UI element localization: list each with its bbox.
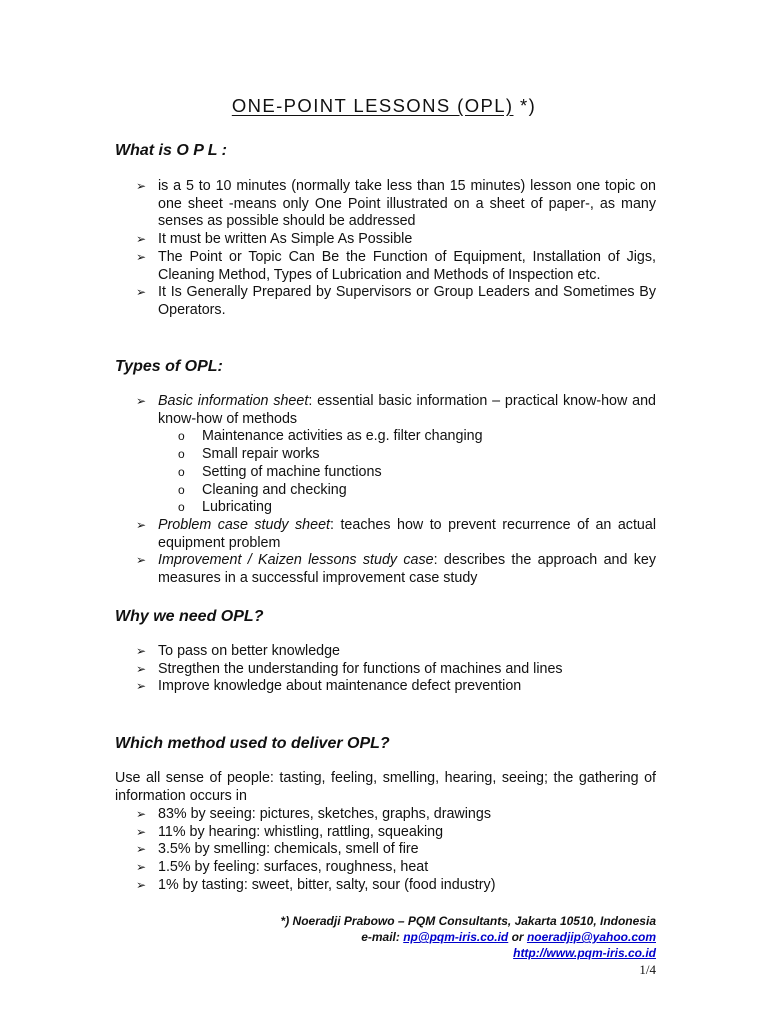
- circle-bullet-icon: o: [178, 500, 185, 515]
- sub-list-item: o Lubricating: [178, 499, 272, 516]
- sub-list-item: o Setting of machine functions: [178, 463, 382, 480]
- list-item: ➢ It Is Generally Prepared by Supervisors or Group Leaders and Sometimes By Operators.: [136, 284, 656, 318]
- basic-info-sublist: [158, 428, 656, 517]
- email-link-secondary[interactable]: noeradjip@yahoo.com: [526, 930, 656, 944]
- heading-which-method: Which method used to deliver OPL?: [115, 735, 390, 752]
- list-item: ➢ 83% by seeing: pictures, sketches, graphs, drawings: [136, 806, 491, 822]
- footer-author: *) Noeradji Prabowo – PQM Consultants, Jakarta 10510, Indonesia: [280, 914, 656, 928]
- list-item: ➢ 11% by hearing: whistling, rattling, squeaking: [136, 823, 444, 840]
- list-item: ➢ The Point or Topic Can Be the Function of Equipment, Installation of Jigs, Cleaning Method, Types of Lubrication and Methods of Inspection etc.: [136, 248, 656, 283]
- page-number: 1/4: [639, 962, 656, 977]
- arrow-bullet-icon: ➢: [136, 842, 147, 857]
- heading-why-we-need-opl: Why we need OPL?: [115, 608, 264, 625]
- senses-list: [136, 806, 656, 895]
- list-item: ➢ Basic information sheet: essential basic information – practical know-how and know-how of methods o Maintenance activities as e.g. filter changing o Small repair works o Setting of machine functions o Cleaning and checking o Lubricating: [136, 393, 656, 516]
- arrow-bullet-icon: ➢: [136, 877, 147, 892]
- circle-bullet-icon: o: [178, 429, 185, 444]
- list-item: ➢ 3.5% by smelling: chemicals, smell of fire: [136, 841, 419, 858]
- arrow-bullet-icon: ➢: [136, 249, 147, 264]
- circle-bullet-icon: o: [178, 482, 185, 497]
- which-method-intro: Use all sense of people: tasting, feeling, smelling, hearing, seeing; the gathering of information occurs in: [115, 770, 656, 804]
- heading-types-of-opl: Types of OPL:: [115, 358, 223, 375]
- sub-list-item: o Small repair works: [178, 446, 320, 463]
- arrow-bullet-icon: ➢: [136, 860, 147, 875]
- list-item: ➢ 1% by tasting: sweet, bitter, salty, sour (food industry): [136, 876, 496, 893]
- types-of-opl-list: [136, 393, 656, 588]
- website-link[interactable]: http://www.pqm-iris.co.id: [513, 946, 656, 960]
- heading-what-is-opl: What is O P L :: [115, 142, 228, 159]
- arrow-bullet-icon: ➢: [136, 553, 147, 568]
- arrow-bullet-icon: ➢: [136, 661, 147, 676]
- circle-bullet-icon: o: [178, 464, 185, 479]
- arrow-bullet-icon: ➢: [136, 394, 147, 408]
- footer-website-line: [513, 946, 656, 960]
- list-item: ➢ To pass on better knowledge: [136, 643, 341, 659]
- sub-list-item: o Cleaning and checking: [178, 481, 347, 498]
- sub-list-item: o Maintenance activities as e.g. filter changing: [178, 428, 483, 445]
- title-main: ONE-POINT LESSONS (OPL): [231, 95, 514, 116]
- arrow-bullet-icon: ➢: [136, 644, 147, 658]
- list-item: ➢ Stregthen the understanding for functions of machines and lines: [136, 660, 563, 677]
- arrow-bullet-icon: ➢: [136, 517, 147, 532]
- page-title: [0, 95, 768, 117]
- list-item: ➢ Problem case study sheet: teaches how to prevent recurrence of an actual equipment problem: [136, 516, 656, 551]
- arrow-bullet-icon: ➢: [136, 679, 147, 694]
- arrow-bullet-icon: ➢: [136, 232, 147, 247]
- what-is-opl-list: [136, 178, 656, 320]
- footer-email-line: e-mail: np@pqm-iris.co.id or noeradjip@yahoo.com: [361, 930, 656, 944]
- arrow-bullet-icon: ➢: [136, 179, 147, 193]
- title-suffix: *): [513, 95, 537, 116]
- circle-bullet-icon: o: [178, 447, 185, 462]
- list-item: ➢ Improvement / Kaizen lessons study case: describes the approach and key measures in a successful improvement case study: [136, 552, 656, 587]
- arrow-bullet-icon: ➢: [136, 807, 147, 821]
- email-link-primary[interactable]: np@pqm-iris.co.id: [403, 930, 509, 944]
- list-item: ➢ 1.5% by feeling: surfaces, roughness, heat: [136, 859, 429, 876]
- list-item: ➢ It must be written As Simple As Possible: [136, 231, 413, 248]
- arrow-bullet-icon: ➢: [136, 824, 147, 839]
- list-item: ➢ is a 5 to 10 minutes (normally take less than 15 minutes) lesson one topic on one sheet -means only One Point illustrated on a sheet of paper-, as many senses as possible should be addressed: [136, 178, 656, 230]
- list-item: ➢ Improve knowledge about maintenance defect prevention: [136, 678, 522, 695]
- why-we-need-opl-list: [136, 643, 656, 696]
- arrow-bullet-icon: ➢: [136, 285, 147, 300]
